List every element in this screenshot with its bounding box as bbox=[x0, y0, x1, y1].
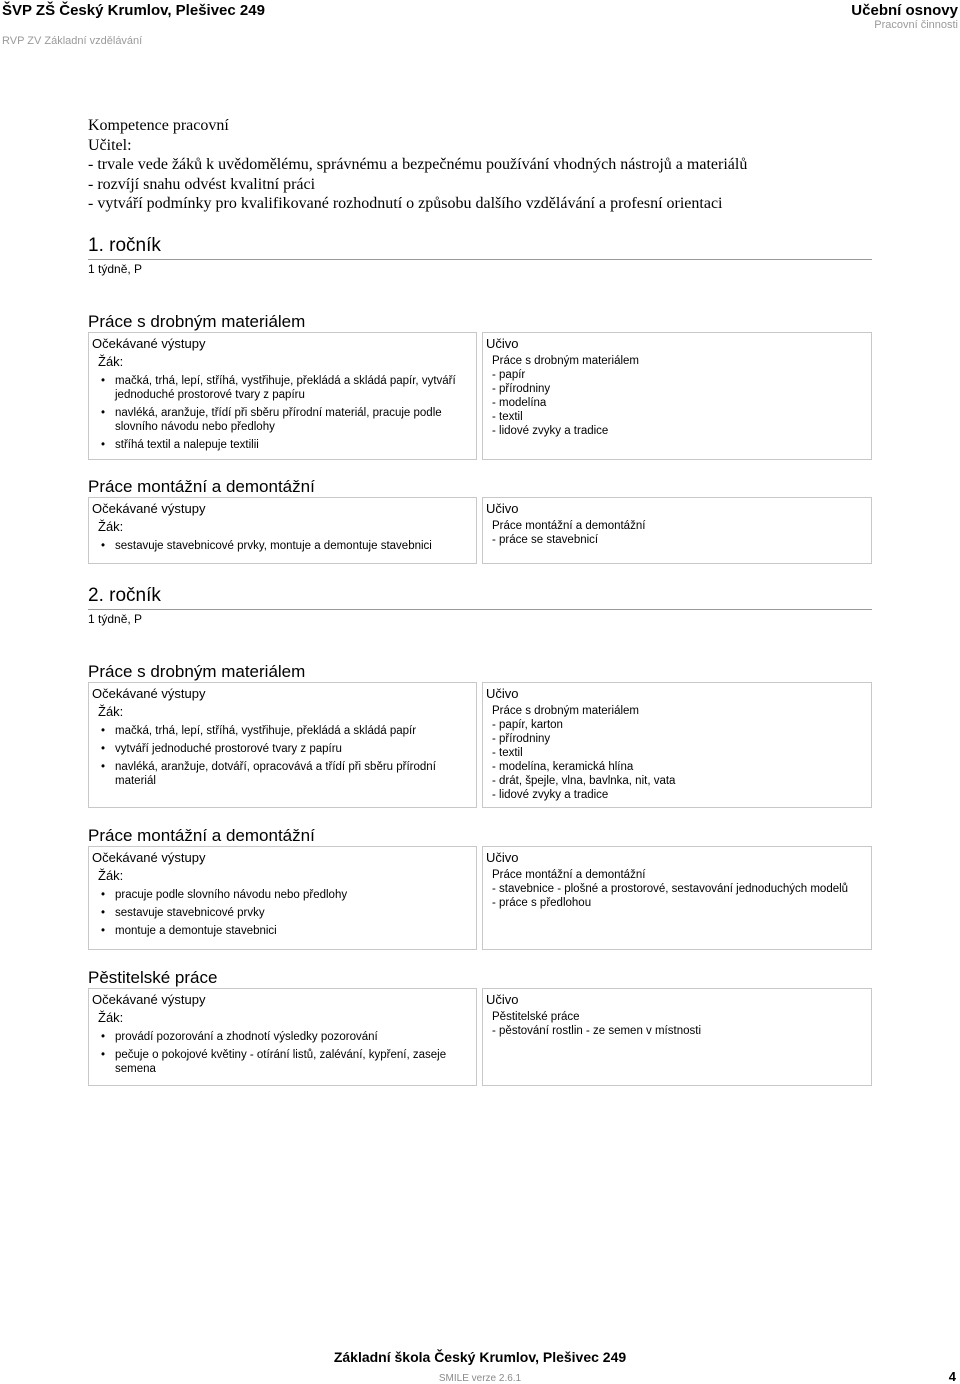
document-school-title: ŠVP ZŠ Český Krumlov, Plešivec 249 bbox=[2, 2, 265, 19]
grade-heading bbox=[88, 235, 872, 260]
student-label: Žák: bbox=[98, 1010, 124, 1025]
curriculum-box bbox=[482, 497, 872, 564]
grade-hours: 1 týdně, P bbox=[88, 262, 143, 276]
grade-title: 2. ročník bbox=[88, 585, 161, 606]
bullet-icon: • bbox=[101, 925, 106, 937]
expected-outcomes-box bbox=[88, 497, 477, 564]
list-item: • vytváří jednoduché prostorové tvary z papíru bbox=[101, 743, 342, 755]
expected-outcomes-box bbox=[88, 682, 477, 808]
curriculum-line: - papír bbox=[492, 369, 526, 381]
curriculum-line: - práce s předlohou bbox=[492, 897, 592, 909]
bullet-icon: • bbox=[101, 1049, 106, 1061]
list-item: • mačká, trhá, lepí, stříhá, vystřihuje, překládá a skládá papír, vytváří jednoduché prostorové tvary z papíru bbox=[101, 375, 456, 401]
curriculum-line: - textil bbox=[492, 411, 523, 423]
list-item: • sestavuje stavebnicové prvky bbox=[101, 907, 265, 919]
list-item: • sestavuje stavebnicové prvky, montuje a demontuje stavebnici bbox=[101, 540, 432, 552]
student-label: Žák: bbox=[98, 704, 124, 719]
section-heading: Práce s drobným materiálem bbox=[88, 312, 306, 331]
curriculum-line: - modelína bbox=[492, 397, 547, 409]
student-label: Žák: bbox=[98, 868, 124, 883]
curriculum-line: Práce montážní a demontážní bbox=[492, 520, 646, 532]
curriculum-line: Práce s drobným materiálem bbox=[492, 705, 639, 717]
bullet-icon: • bbox=[101, 439, 106, 451]
list-item: • pracuje podle slovního návodu nebo předlohy bbox=[101, 889, 348, 901]
bullet-icon: • bbox=[101, 889, 106, 901]
curriculum-line: - práce se stavebnicí bbox=[492, 534, 599, 546]
grade-hours: 1 týdně, P bbox=[88, 612, 143, 626]
curriculum-line: - stavebnice - plošné a prostorové, sestavování jednoduchých modelů bbox=[492, 883, 849, 895]
curriculum-content bbox=[492, 1010, 865, 1038]
section-heading: Práce montážní a demontážní bbox=[88, 477, 315, 496]
bullet-icon: • bbox=[101, 1031, 106, 1043]
intro-line: Kompetence pracovní bbox=[88, 117, 229, 134]
list-item: • navléká, aranžuje, třídí při sběru přírodní materiál, pracuje podle slovního návodu nebo předlohy bbox=[101, 407, 442, 433]
curriculum-box bbox=[482, 846, 872, 950]
curriculum-line: Práce s drobným materiálem bbox=[492, 355, 639, 367]
expected-outcomes-label: Očekávané výstupy bbox=[92, 501, 206, 516]
list-item: • pečuje o pokojové květiny - otírání listů, zalévání, kypření, zaseje semena bbox=[101, 1049, 447, 1075]
intro-line: - vytváří podmínky pro kvalifikované rozhodnutí o způsobu dalšího vzdělávání a profesní orientaci bbox=[88, 195, 723, 212]
curriculum-line: - textil bbox=[492, 747, 523, 759]
section-title: Učební osnovy bbox=[851, 2, 958, 19]
student-label: Žák: bbox=[98, 519, 124, 534]
curriculum-line: - modelína, keramická hlína bbox=[492, 761, 634, 773]
intro-line: Učitel: bbox=[88, 136, 132, 154]
curriculum-line: Pěstitelské práce bbox=[492, 1011, 580, 1023]
section-heading: Práce s drobným materiálem bbox=[88, 662, 306, 681]
curriculum-line: - papír, karton bbox=[492, 719, 563, 731]
curriculum-box bbox=[482, 332, 872, 460]
curriculum-line: - lidové zvyky a tradice bbox=[492, 789, 609, 801]
bullet-icon: • bbox=[101, 725, 106, 737]
curriculum-label: Učivo bbox=[486, 336, 519, 351]
footer-school: Základní škola Český Krumlov, Plešivec 249 bbox=[333, 1349, 627, 1365]
curriculum-line: Práce montážní a demontážní bbox=[492, 869, 646, 881]
curriculum-line: - přírodniny bbox=[492, 733, 551, 745]
curriculum-box bbox=[482, 988, 872, 1086]
intro-line: - trvale vede žáků k uvědomělému, správnému a bezpečnému používání vhodných nástrojů a materiálů bbox=[88, 156, 748, 173]
list-item: • montuje a demontuje stavebnici bbox=[101, 925, 277, 937]
curriculum-content bbox=[492, 704, 865, 802]
footer-version: SMILE verze 2.6.1 bbox=[438, 1373, 522, 1384]
outcomes-list bbox=[98, 374, 468, 456]
bullet-icon: • bbox=[101, 907, 106, 919]
expected-outcomes-box bbox=[88, 988, 477, 1086]
section-heading: Pěstitelské práce bbox=[88, 968, 218, 987]
outcomes-list bbox=[98, 888, 468, 942]
bullet-icon: • bbox=[101, 743, 106, 755]
section-heading: Práce montážní a demontážní bbox=[88, 826, 315, 845]
expected-outcomes-label: Očekávané výstupy bbox=[92, 992, 206, 1007]
page-number: 4 bbox=[948, 1369, 956, 1384]
outcomes-list bbox=[98, 1030, 468, 1080]
list-item: • navléká, aranžuje, dotváří, opracovává a třídí při sběru přírodní materiál bbox=[101, 761, 436, 787]
student-label: Žák: bbox=[98, 354, 124, 369]
curriculum-content bbox=[492, 519, 865, 547]
expected-outcomes-box bbox=[88, 846, 477, 950]
expected-outcomes-label: Očekávané výstupy bbox=[92, 850, 206, 865]
curriculum-box bbox=[482, 682, 872, 808]
curriculum-line: - přírodniny bbox=[492, 383, 551, 395]
grade-heading bbox=[88, 585, 872, 610]
curriculum-content bbox=[492, 868, 865, 910]
rvp-subtitle: RVP ZV Základní vzdělávání bbox=[2, 35, 143, 47]
curriculum-label: Učivo bbox=[486, 992, 519, 1007]
intro-line: - rozvíjí snahu odvést kvalitní práci bbox=[88, 175, 316, 193]
outcomes-list bbox=[98, 724, 468, 792]
outcomes-list bbox=[98, 539, 468, 557]
list-item: • mačká, trhá, lepí, stříhá, vystřihuje, překládá a skládá papír bbox=[101, 725, 417, 737]
grade-title: 1. ročník bbox=[88, 235, 161, 256]
curriculum-line: - lidové zvyky a tradice bbox=[492, 425, 609, 437]
bullet-icon: • bbox=[101, 761, 106, 773]
expected-outcomes-box bbox=[88, 332, 477, 460]
curriculum-label: Učivo bbox=[486, 850, 519, 865]
curriculum-content bbox=[492, 354, 865, 438]
curriculum-label: Učivo bbox=[486, 501, 519, 516]
list-item: • provádí pozorování a zhodnotí výsledky pozorování bbox=[101, 1031, 378, 1043]
expected-outcomes-label: Očekávané výstupy bbox=[92, 686, 206, 701]
bullet-icon: • bbox=[101, 407, 106, 419]
subject-subtitle: Pracovní činnosti bbox=[874, 19, 958, 31]
curriculum-line: - drát, špejle, vlna, bavlnka, nit, vata bbox=[492, 775, 676, 787]
competence-intro bbox=[88, 116, 747, 214]
expected-outcomes-label: Očekávané výstupy bbox=[92, 336, 206, 351]
bullet-icon: • bbox=[101, 540, 106, 552]
list-item: • stříhá textil a nalepuje textilii bbox=[101, 439, 259, 451]
curriculum-label: Učivo bbox=[486, 686, 519, 701]
bullet-icon: • bbox=[101, 375, 106, 387]
curriculum-line: - pěstování rostlin - ze semen v místnosti bbox=[492, 1025, 701, 1037]
